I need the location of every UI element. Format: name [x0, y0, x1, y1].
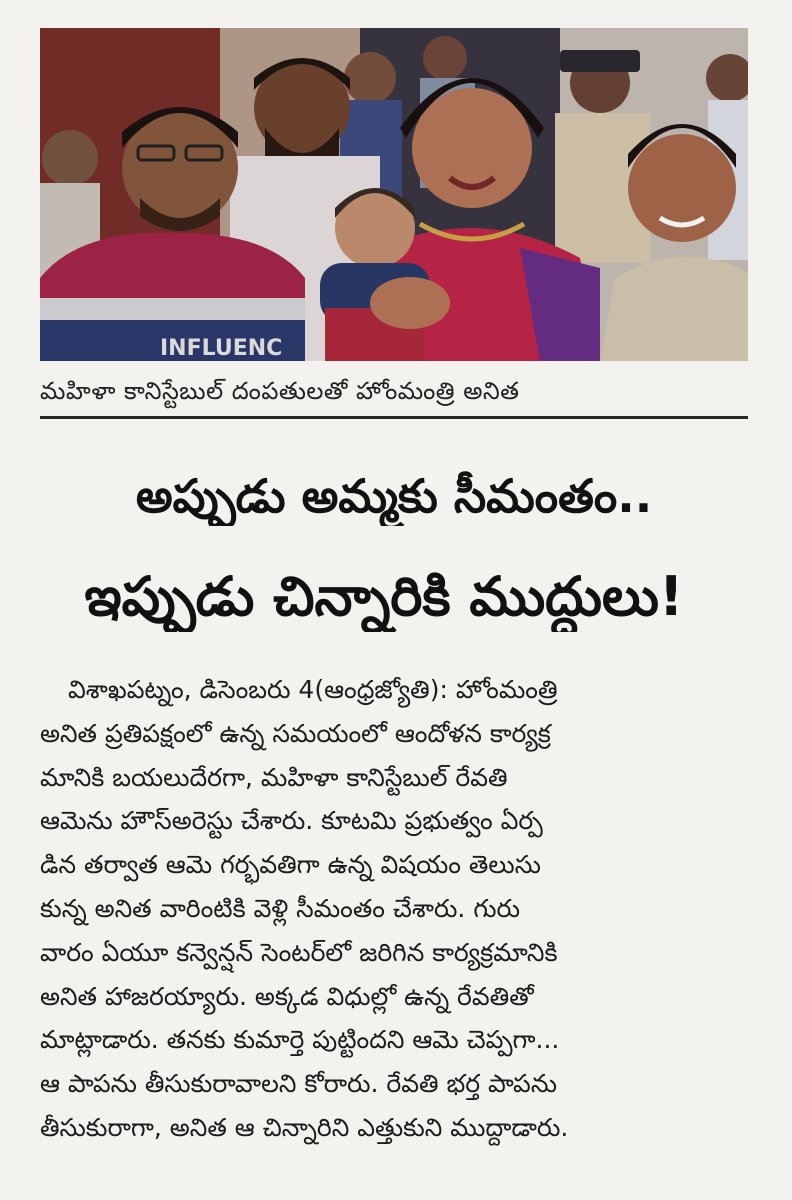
news-photo — [40, 28, 748, 361]
article-line: డిన తర్వాత ఆమె గర్భవతిగా ఉన్న విషయం తెలుసు — [40, 850, 541, 880]
article-line: మానికి బయలుదేరగా, మహిళా కానిస్టేబుల్ రేవతి — [40, 762, 508, 792]
article-line: తీసుకురాగా, అనిత ఆ చిన్నారిని ఎత్తుకుని ముద్దాడారు. — [40, 1112, 569, 1142]
article-line: మాట్లాడారు. తనకు కుమార్తె పుట్టిందని ఆమె చెప్పగా... — [40, 1025, 560, 1055]
article-line: అనిత ప్రతిపక్షంలో ఉన్న సమయంలో ఆందోళన కార్యక్ర — [40, 718, 551, 748]
article-line: వారం ఏయూ కన్వెన్షన్ సెంటర్‌లో జరిగిన కార్యక్రమానికి — [40, 937, 558, 967]
article-line: ఆమెను హౌస్‌అరెస్టు చేశారు. కూటమి ప్రభుత్వం ఏర్ప — [40, 806, 543, 836]
divider-rule — [40, 416, 748, 419]
photo-caption: మహిళా కానిస్టేబుల్ దంపతులతో హోంమంత్రి అనిత — [40, 377, 520, 405]
photo-illustration — [40, 28, 748, 361]
headline-line-2: ఇప్పుడు చిన్నారికి ముద్దులు! — [84, 565, 684, 628]
headline-line-1: అప్పుడు అమ్మకు సీమంతం.. — [135, 469, 653, 523]
article-line: కున్న అనిత వారింటికి వెళ్లి సీమంతం చేశారు. గురు — [40, 893, 521, 923]
article-body — [40, 668, 748, 1150]
article-line: విశాఖపట్నం, డిసెంబరు 4(ఆంధ్రజ్యోతి): హోంమంత్రి — [68, 675, 558, 704]
article-line: ఆ పాపను తీసుకురావాలని కోరారు. రేవతి భర్త పాపను — [40, 1069, 558, 1099]
jersey-text: INFLUENC — [160, 336, 283, 361]
news-clipping — [40, 28, 748, 1178]
article-line: అనిత హాజరయ్యారు. అక్కడ విధుల్లో ఉన్న రేవతితో — [40, 981, 534, 1011]
